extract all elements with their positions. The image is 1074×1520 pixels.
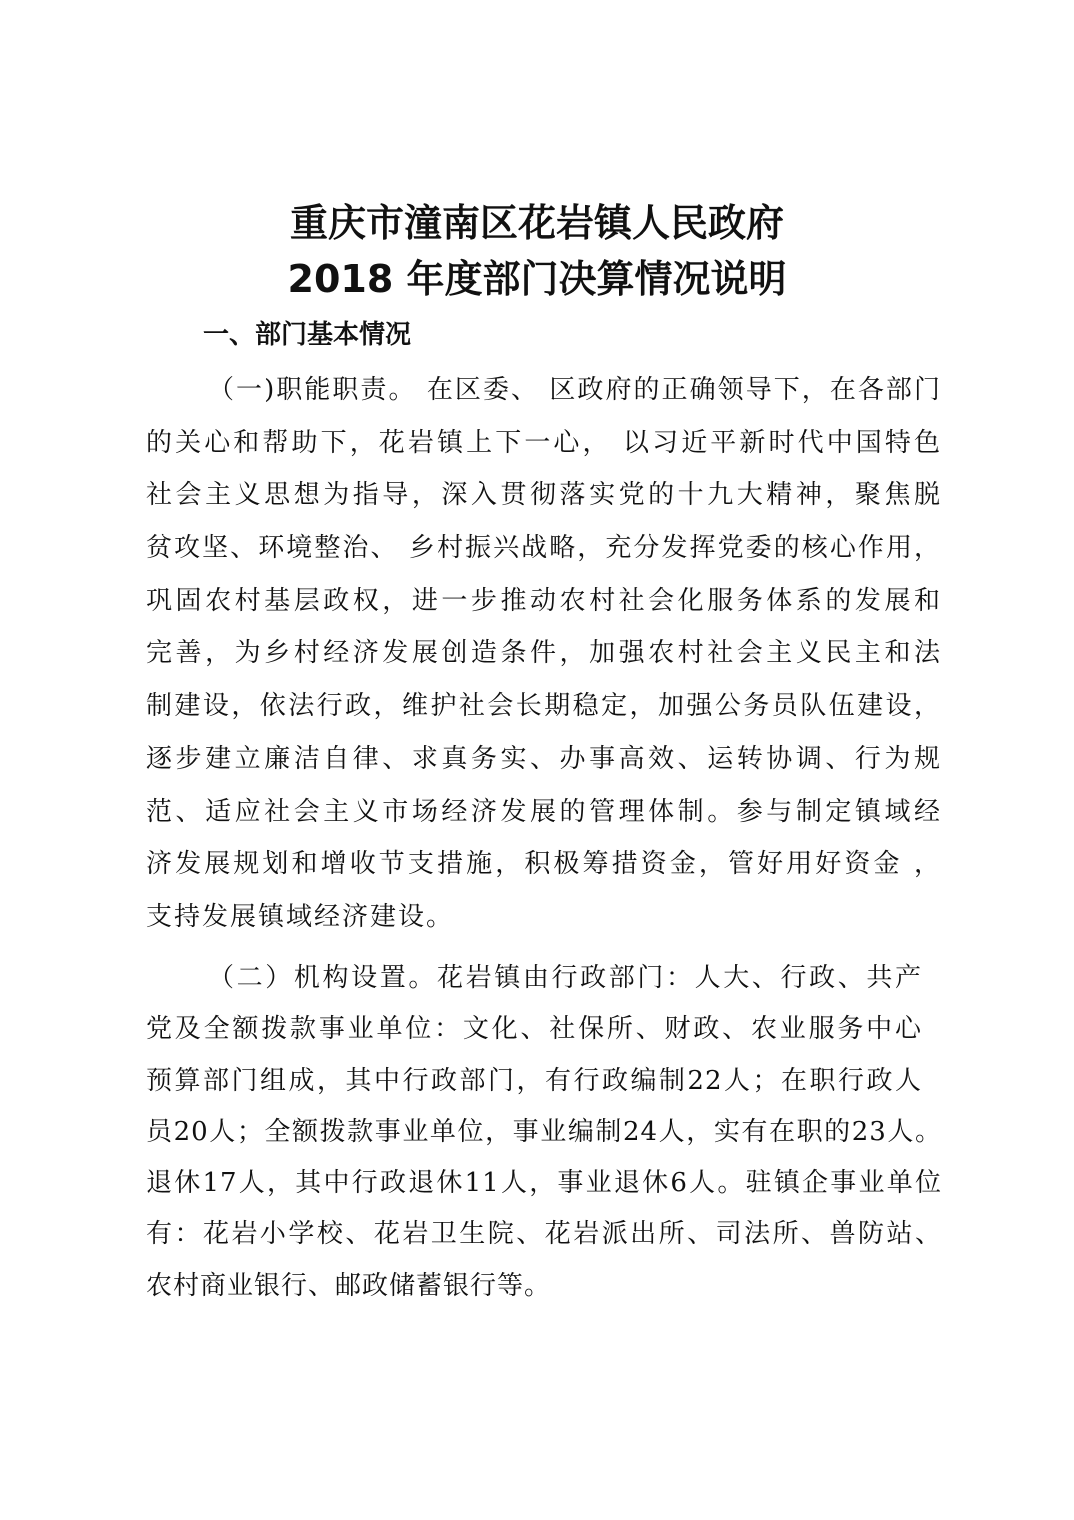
paragraph-line: 党及全额拨款事业单位：文化、社保所、财政、农业服务中心 [146,1014,922,1045]
paragraph-line: 农村商业银行、邮政储蓄银行等。 [146,1270,552,1301]
paragraph-line: 巩固农村基层政权，进一步推动农村社会化服务体系的发展和 [146,585,942,616]
paragraph-line: 有：花岩小学校、花岩卫生院、花岩派出所、司法所、兽防站、 [146,1219,942,1250]
paragraph-line: 社会主义思想为指导，深入贯彻落实党的十九大精神，聚焦脱 [146,480,942,511]
paragraph-line: （二）机构设置。花岩镇由行政部门：人大、行政、共产 [208,963,922,993]
paragraph-organization [146,953,942,1312]
paragraph-line: 贫攻坚、环境整治、 乡村振兴战略，充分发挥党委的核心作用， [146,533,942,564]
paragraph-functions [146,364,942,944]
paragraph-line: 支持发展镇域经济建设。 [146,901,455,932]
paragraph-line: 逐步建立廉洁自律、求真务实、办事高效、运转协调、行为规 [146,743,942,774]
paragraph-line: 范、适应社会主义市场经济发展的管理体制。参与制定镇域经 [146,796,942,827]
paragraph-line: 济发展规划和增收节支措施，积极筹措资金，管好用好资金 ， [146,849,942,880]
document-title-line-2: 2018 年度部门决算情况说明 [287,257,787,301]
document-title-line-1: 重庆市潼南区花岩镇人民政府 [289,201,784,245]
paragraph-line: 制建设，依法行政，维护社会长期稳定，加强公务员队伍建设， [146,691,942,722]
paragraph-line: 完善，为乡村经济发展创造条件，加强农村社会主义民主和法 [146,638,942,669]
paragraph-line: 的关心和帮助下，花岩镇上下一心， 以习近平新时代中国特色 [146,427,942,458]
paragraph-line: 预算部门组成，其中行政部门，有行政编制22人；在职行政人 [146,1065,922,1096]
section-heading: 一、部门基本情况 [203,320,412,350]
paragraph-line: （一)职能职责。 在区委、 区政府的正确领导下，在各部门 [208,375,942,405]
paragraph-line: 员20人；全额拨款事业单位，事业编制24人，实有在职的23人。 [146,1116,942,1147]
paragraph-line: 退休17人，其中行政退休11人，事业退休6人。驻镇企事业单位 [146,1168,942,1199]
